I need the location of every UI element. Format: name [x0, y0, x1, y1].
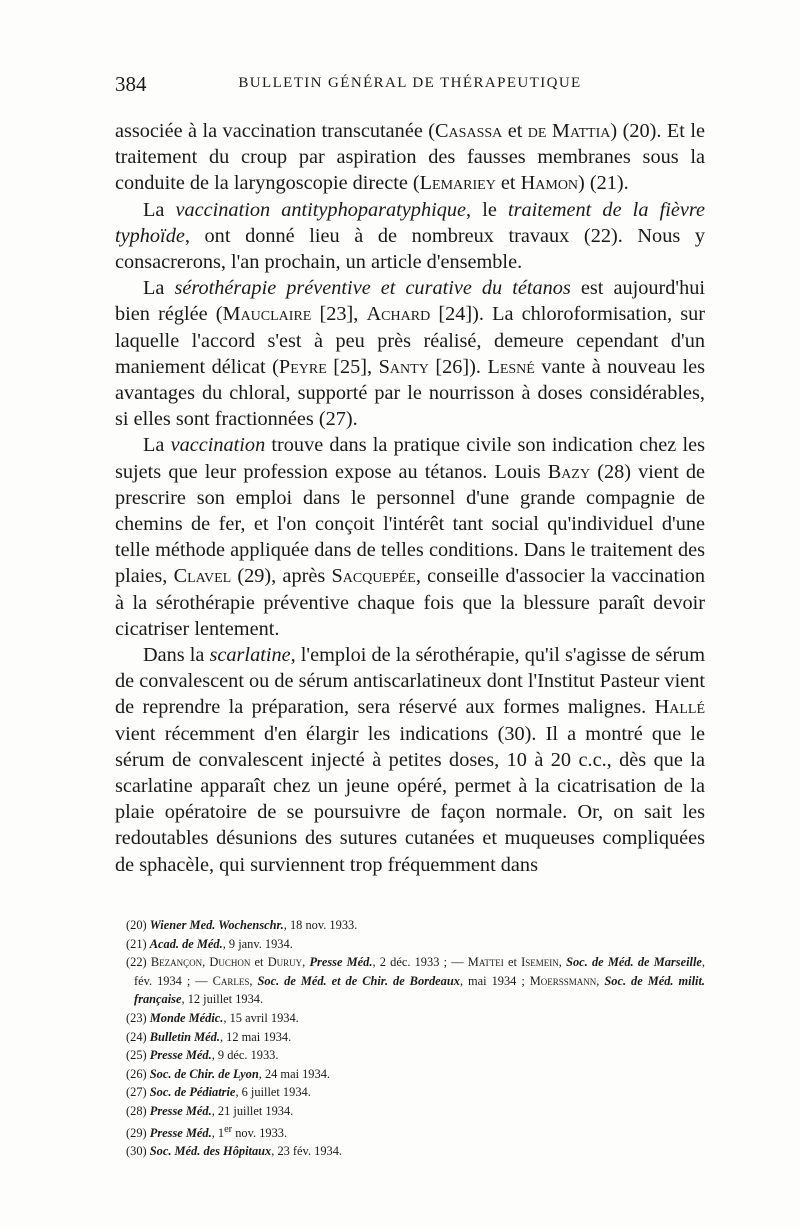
author-name: Mattei — [467, 955, 504, 970]
source-title: Soc. de Chir. de Lyon — [149, 1066, 259, 1081]
paragraph-5 — [115, 642, 705, 878]
author-name: Moerssmann — [529, 973, 597, 988]
text-run: La — [143, 434, 171, 457]
footnote-25 — [115, 1046, 705, 1065]
text-run: , fév. 1934 ; — — [134, 955, 706, 988]
text-run: , 1 — [211, 1125, 225, 1140]
footnote-date: , 9 janv. 1934. — [222, 936, 293, 951]
footnote-30 — [115, 1142, 705, 1161]
author-name: Duchon — [209, 955, 251, 970]
text-run: et — [503, 955, 522, 970]
text-run: , — [202, 955, 210, 970]
source-title: Soc. de Méd. de Marseille — [566, 955, 702, 970]
source-title: Presse Méd. — [149, 1125, 212, 1140]
text-run: La — [143, 277, 175, 300]
author-name: Mauclaire — [222, 303, 312, 326]
author-name: Hallé — [654, 696, 705, 719]
source-title: Presse Méd. — [309, 955, 373, 970]
source-title: Wiener Med. Wochenschr. — [149, 918, 284, 932]
text-run: , mai 1934 ; — [459, 973, 530, 988]
author-name: Santy — [378, 355, 429, 378]
footnote-date: , 24 mai 1934. — [258, 1066, 330, 1081]
author-name: Achard — [366, 303, 431, 326]
emphasis: scarlatine — [209, 644, 291, 667]
footnote-29 — [115, 1121, 705, 1143]
text-run: vient récemment d'en élargir les indications (30). Il a montré que le sérum de convalescent injecté à petites doses, 10 à 20 c.c., dès que la scarlatine apparaît chez un jeune opéré, permet à la cicatrisation de la plaie opératoire de se poursuivre de façon normale. Or, on sait les redoutables désunions des sutures cutanées et muqueuses compliquées de sphacèle, qui surviennent trop fréquemment dans — [115, 722, 705, 876]
footnote-number: (22) — [126, 955, 151, 970]
author-name: Duruy — [267, 955, 303, 970]
running-title: BULLETIN GÉNÉRAL DE THÉRAPEUTIQUE — [238, 75, 582, 91]
footnote-27 — [115, 1083, 705, 1102]
text-run: , — [596, 973, 605, 988]
emphasis: vaccination — [170, 434, 266, 457]
author-name: de Mattia — [527, 120, 611, 142]
paragraph-1 — [115, 118, 705, 197]
text-run: associée à la vaccination transcutanée ( — [115, 120, 436, 142]
text-run: et — [250, 955, 268, 970]
text-run: trouve dans la pratique civile son indication chez les sujets que leur profession expose au tétanos. Louis — [115, 434, 705, 483]
emphasis: traitement de la fièvre typhoïde — [115, 198, 705, 247]
footnote-21 — [115, 935, 705, 954]
page-header — [115, 72, 705, 102]
source-title: Soc. de Méd. et de Chir. de Bordeaux — [257, 973, 460, 988]
footnote-number: (27) — [126, 1085, 150, 1100]
text-run: (28) vient de prescrire son emploi dans le personnel d'une grande compagnie de chemins de fer, et l'on conçoit l'intérêt tant social qu'individuel d'une telle méthode appliquée dans de telles conditions. Dans le traitement des plaies, — [115, 460, 705, 588]
footnote-28 — [115, 1102, 705, 1121]
footnote-number: (28) — [126, 1103, 150, 1118]
author-name: Lesné — [487, 355, 535, 378]
source-title: Monde Médic. — [149, 1010, 224, 1025]
source-title: Presse Méd. — [149, 1048, 212, 1063]
text-run: La — [143, 198, 176, 221]
footnote-date: , 23 fév. 1934. — [271, 1144, 343, 1159]
text-run: [24]). La chloroformisation, sur laquelle l'accord s'est à peu près réalisé, demeure cependant d'un maniement délicat ( — [115, 303, 705, 378]
footnote-number: (30) — [126, 1144, 150, 1159]
author-name: Bazy — [547, 460, 591, 483]
footnotes — [115, 916, 705, 1161]
text-run: [23], — [311, 303, 367, 326]
footnote-date: , 15 avril 1934. — [223, 1010, 299, 1025]
footnote-23 — [115, 1009, 705, 1028]
text-run: [25], — [326, 355, 379, 378]
text-run: , 2 déc. 1933 ; — — [372, 955, 468, 970]
footnote-24 — [115, 1028, 705, 1047]
page-number: 384 — [115, 72, 147, 96]
footnote-20 — [115, 916, 705, 935]
paragraph-3 — [115, 275, 705, 432]
text-run: vante à nouveau les avantages du chloral, supporté par le nourrisson à doses considérables, si elles sont fractionnées (27). — [115, 355, 705, 431]
author-name: Hamon — [520, 172, 579, 195]
author-name: Clavel — [173, 565, 232, 588]
text-run: (29), après — [231, 565, 332, 588]
footnote-number: (25) — [126, 1048, 150, 1063]
author-name: Peyre — [278, 355, 327, 378]
footnote-date: , 9 déc. 1933. — [211, 1048, 279, 1063]
footnote-22 — [115, 953, 705, 1009]
superscript: er — [224, 1123, 233, 1135]
author-name: Lemariey — [419, 172, 496, 195]
footnote-date: nov. 1933. — [232, 1125, 288, 1140]
text-run: [26]). — [428, 355, 488, 378]
text-run: et — [495, 172, 521, 195]
source-title: Soc. de Méd. milit. française — [134, 973, 705, 1007]
text-run: , — [558, 955, 567, 970]
body-text — [115, 118, 705, 878]
text-run: ) (20). Et le traitement du croup par aspiration des fausses membranes sous la conduite de la laryngoscopie directe ( — [115, 120, 706, 195]
emphasis: vaccination antityphoparatyphique — [175, 198, 467, 221]
footnote-26 — [115, 1065, 705, 1084]
footnote-number: (29) — [126, 1125, 150, 1140]
source-title: Bulletin Méd. — [149, 1029, 220, 1044]
footnote-date: , 12 mai 1934. — [219, 1029, 292, 1044]
footnote-number: (20) — [126, 918, 150, 932]
text-run: et — [502, 120, 528, 142]
paragraph-4 — [115, 432, 705, 642]
emphasis: sérothérapie préventive et curative du tétanos — [174, 277, 571, 300]
text-run: , le — [466, 198, 508, 221]
author-name: Bezançon — [150, 955, 203, 970]
text-run: ) (21). — [578, 172, 629, 195]
text-run: , ont donné lieu à de nombreux travaux (22). Nous y consacrerons, l'an prochain, un article d'ensemble. — [115, 224, 705, 274]
paragraph-2 — [115, 197, 705, 276]
footnote-date: , 6 juillet 1934. — [235, 1085, 311, 1100]
footnote-number: (26) — [126, 1066, 150, 1081]
source-title: Soc. de Pédiatrie — [149, 1085, 236, 1100]
text-run: , — [249, 973, 258, 988]
text-run: Dans la — [143, 644, 210, 667]
text-run: , conseille d'associer la vaccination à la sérothérapie préventive chaque fois que la blessure paraît devoir cicatriser lentement. — [115, 565, 705, 640]
source-title: Acad. de Méd. — [149, 936, 223, 951]
footnote-date: , 21 juillet 1934. — [211, 1103, 294, 1118]
footnote-number: (23) — [126, 1010, 150, 1025]
author-name: Carles — [212, 973, 250, 988]
author-name: Sacquepée — [331, 565, 416, 588]
text-run: , l'emploi de la sérothérapie, qu'il s'agisse de sérum de convalescent ou de sérum antiscarlatineux dont l'Institut Pasteur vient de reprendre la préparation, sera réservé aux formes malignes. — [115, 644, 705, 719]
source-title: Presse Méd. — [149, 1103, 212, 1118]
footnote-number: (21) — [126, 936, 150, 951]
footnote-date: , 18 nov. 1933. — [283, 918, 358, 932]
author-name: Isemein — [521, 955, 559, 970]
source-title: Soc. Méd. des Hôpitaux — [149, 1144, 272, 1159]
text-run: , — [302, 955, 310, 970]
footnote-number: (24) — [126, 1029, 150, 1044]
author-name: Casassa — [435, 120, 503, 142]
text-run: , 12 juillet 1934. — [181, 992, 264, 1007]
text-run: est aujourd'hui bien réglée ( — [115, 277, 705, 326]
